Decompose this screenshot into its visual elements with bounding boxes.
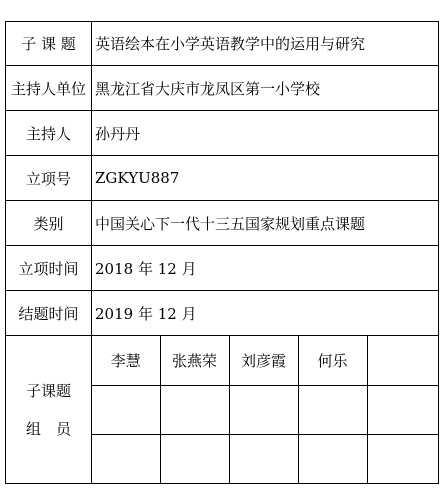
row-host-unit bbox=[6, 66, 439, 111]
label-members-line1: 子课题 bbox=[25, 381, 71, 400]
member-blank-cell bbox=[298, 386, 367, 435]
label-subproject: 子 课 题 bbox=[6, 22, 92, 66]
row-host bbox=[6, 111, 439, 156]
members-grid-cell bbox=[92, 336, 439, 484]
label-members bbox=[6, 336, 92, 484]
member-blank-cell bbox=[298, 435, 367, 484]
value-host-unit: 黑龙江省大庆市龙凤区第一小学校 bbox=[92, 66, 439, 111]
row-start-date bbox=[6, 246, 439, 291]
member-blank-cell bbox=[92, 435, 160, 484]
members-grid bbox=[92, 336, 439, 483]
label-host-unit: 主持人单位 bbox=[6, 66, 92, 111]
member-name-3: 刘彦霞 bbox=[229, 336, 298, 386]
label-members-line2: 组 员 bbox=[25, 419, 71, 438]
member-blank-cell bbox=[160, 435, 229, 484]
member-name-5 bbox=[367, 336, 439, 386]
project-info-form bbox=[5, 21, 439, 484]
label-category: 类别 bbox=[6, 201, 92, 246]
row-end-date bbox=[6, 291, 439, 336]
member-name-4: 何乐 bbox=[298, 336, 367, 386]
member-blank-cell bbox=[229, 435, 298, 484]
value-category: 中国关心下一代十三五国家规划重点课题 bbox=[92, 201, 439, 246]
member-blank-cell bbox=[92, 386, 160, 435]
value-host: 孙丹丹 bbox=[92, 111, 439, 156]
label-end-date: 结题时间 bbox=[6, 291, 92, 336]
label-host: 主持人 bbox=[6, 111, 92, 156]
member-blank-cell bbox=[160, 386, 229, 435]
row-members bbox=[6, 336, 439, 484]
row-category bbox=[6, 201, 439, 246]
members-blank-row-1 bbox=[92, 386, 439, 435]
value-subproject: 英语绘本在小学英语教学中的运用与研究 bbox=[92, 22, 439, 66]
label-project-number: 立项号 bbox=[6, 156, 92, 201]
member-blank-cell bbox=[229, 386, 298, 435]
row-project-number bbox=[6, 156, 439, 201]
label-start-date: 立项时间 bbox=[6, 246, 92, 291]
value-end-date: 2019 年 12 月 bbox=[92, 291, 439, 336]
member-blank-cell bbox=[367, 435, 439, 484]
member-blank-cell bbox=[367, 386, 439, 435]
value-project-number: ZGKYU887 bbox=[92, 156, 439, 201]
members-names-row bbox=[92, 336, 439, 386]
member-name-2: 张燕荣 bbox=[160, 336, 229, 386]
value-start-date: 2018 年 12 月 bbox=[92, 246, 439, 291]
row-subproject bbox=[6, 22, 439, 66]
members-blank-row-2 bbox=[92, 435, 439, 484]
member-name-1: 李慧 bbox=[92, 336, 160, 386]
